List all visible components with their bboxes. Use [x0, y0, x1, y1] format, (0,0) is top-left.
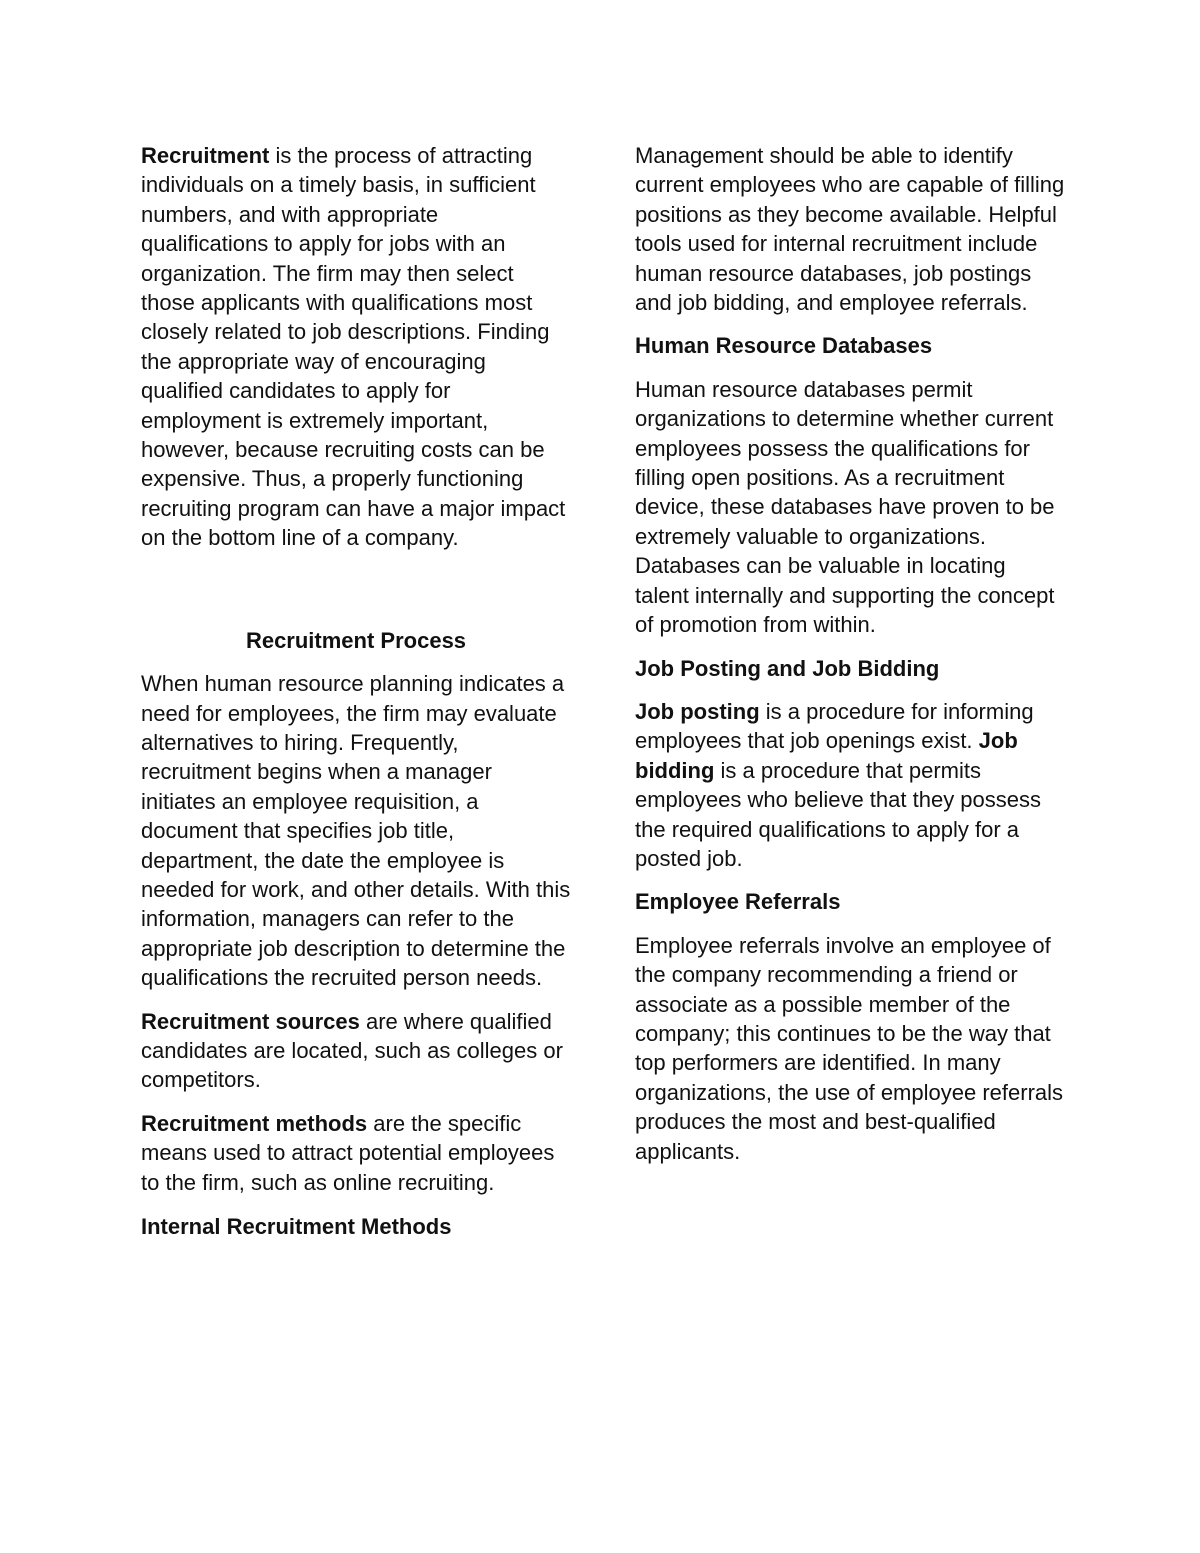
term-job-bidding: Job bidding	[635, 728, 1018, 783]
employee-referrals-heading: Employee Referrals	[635, 889, 841, 915]
methods-paragraph	[141, 1109, 571, 1197]
left-column	[141, 141, 571, 1241]
job-posting-paragraph	[635, 697, 1065, 873]
sources-paragraph	[141, 1007, 571, 1095]
job-posting-text: is a procedure for informing employees that job openings exist.	[635, 698, 1034, 754]
databases-paragraph: Human resource databases permit organizations to determine whether current employees possess the qualifications for filling open positions. As a recruitment device, these databases have proven to be extremely valuable to organizations. Databases can be valuable in locating talent internally and supporting the concept of promotion from within.	[635, 376, 1055, 638]
internal-paragraph: Management should be able to identify current employees who are capable of filling positions as they become available. Helpful tools used for internal recruitment include human resource databases, job postings and job bidding, and employee referrals.	[635, 143, 1065, 316]
methods-text: are the specific means used to attract potential employees to the firm, such as online recruiting.	[141, 1110, 555, 1195]
databases-heading: Human Resource Databases	[635, 333, 933, 359]
intro-paragraph	[141, 141, 571, 553]
job-bidding-text: is a procedure that permits employees who believe that they possess the required qualifications to apply for a posted job.	[635, 757, 1042, 871]
internal-methods-heading: Internal Recruitment Methods	[141, 1214, 452, 1239]
term-recruitment-sources: Recruitment sources	[141, 1008, 360, 1034]
term-recruitment-methods: Recruitment methods	[141, 1110, 368, 1136]
job-posting-heading: Job Posting and Job Bidding	[635, 655, 940, 681]
referrals-paragraph: Employee referrals involve an employee of the company recommending a friend or associate as a possible member of the company; this continues to be the way that top performers are identified. In many organizations, the use of employee referrals produces the most and best-qualified applicants.	[635, 932, 1064, 1164]
recruitment-process-heading: Recruitment Process	[245, 627, 467, 653]
term-recruitment: Recruitment	[141, 143, 270, 168]
right-column	[635, 141, 1065, 1166]
sources-text: are where qualified candidates are located, such as colleges or competitors.	[141, 1008, 563, 1093]
term-job-posting: Job posting	[635, 698, 760, 724]
intro-text: is the process of attracting individuals on a timely basis, in sufficient numbers, and with appropriate qualifications to apply for jobs with an organization. The firm may then select those applicants with qualifications most closely related to job descriptions. Finding the appropriate way of encouraging qualified candidates to apply for employment is extremely important, however, because recruiting costs can be expensive. Thus, a properly functioning recruiting program can have a major impact on the bottom line of a company.	[141, 143, 566, 551]
process-paragraph: When human resource planning indicates a need for employees, the firm may evaluate alternatives to hiring. Frequently, recruitment begins when a manager initiates an employee requisition, a document that specifies job title, department, the date the employee is needed for work, and other details. With this information, managers can refer to the appropriate job description to determine the qualifications the recruited person needs.	[141, 671, 571, 991]
